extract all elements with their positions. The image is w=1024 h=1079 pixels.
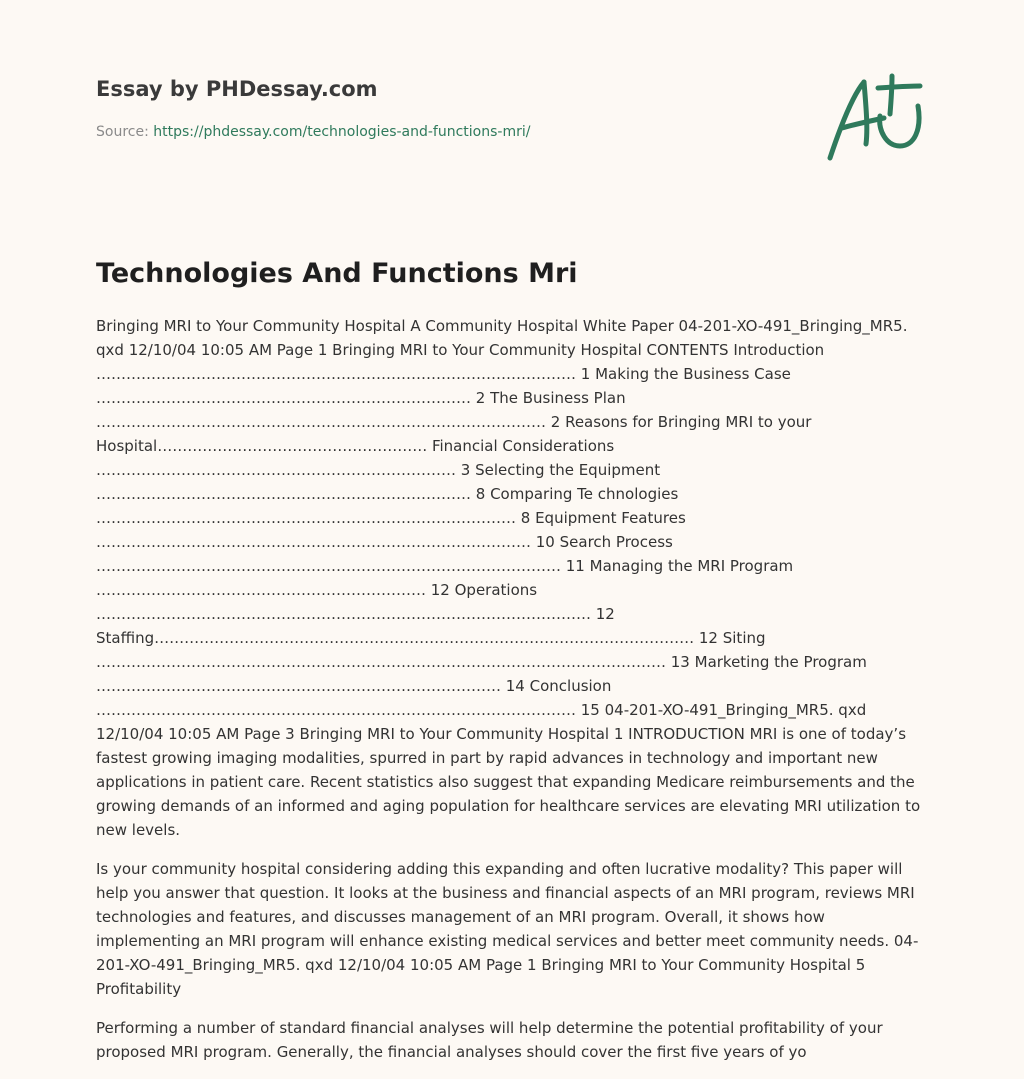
essay-paragraph: Is your community hospital considering adding this expanding and often lucrative modality? This paper will help you answer that question. It looks at the business and financial aspects of an MRI program, reviews MRI technologies and features, and discusses management of an MRI program. Overall, it shows how implementing an MRI program will enhance existing medical services and better meet community needs. 04-201-XO-491_Bringing_MR5. qxd 12/10/04 10:05 AM Page 1 Bringing MRI to Your Community Hospital 5 Profitability (96, 860, 919, 998)
source-line (96, 122, 796, 142)
essay-title: Technologies And Functions Mri (96, 258, 578, 289)
essay-paragraph: Bringing MRI to Your Community Hospital A Community Hospital White Paper 04-201-XO-491_Bringing_MR5. qxd 12/10/04 10:05 AM Page 1 Bringing MRI to Your Community Hospital CONTENTS Introduction …………………………………………………………………………………… 1 Making the Business Case ………………………………………………………………… 2 The Business Plan ……………………………………………………………………………… 2 Reasons for Bringing MRI to your Hospital……………………………………………… Financial Considerations ……………………………………………………………… 3 Selecting the Equipment ………………………………………………………………… 8 Comparing Te chnologies ………………………………………………………………………… 8 Equipment Features …………………………………………………………………………… 10 Search Process ………………………………………………………………………………… 11 Managing the MRI Program ………………………………………………………… 12 Operations ……………………………………………………………………………………… 12 Staffing……………………………………………………………………………………………… 12 Siting …………………………………………………………………………………………………… 13 Marketing the Program ……………………………………………………………………… 14 Conclusion …………………………………………………………………………………… 15 04-201-XO-491_Bringing_MR5. qxd 12/10/04 10:05 AM Page 3 Bringing MRI to Your Community Hospital 1 INTRODUCTION MRI is one of today’s fastest growing imaging modalities, spurred in part by rapid advances in technology and important new applications in patient care. Recent statistics also suggest that expanding Medicare reimbursements and the growing demands of an informed and aging population for healthcare services are elevating MRI utilization to new levels. (96, 317, 921, 839)
a-plus-logo-icon (822, 66, 932, 166)
essay-body (96, 314, 926, 1079)
site-brand: Essay by PHDessay.com (96, 77, 378, 101)
source-label: Source: (96, 124, 154, 140)
source-link[interactable]: https://phdessay.com/technologies-and-functions-mri/ (153, 124, 531, 140)
essay-paragraph: Performing a number of standard financial analyses will help determine the potential profitability of your proposed MRI program. Generally, the financial analyses should cover the first five years of yo (96, 1019, 883, 1061)
essay-header (96, 74, 796, 142)
